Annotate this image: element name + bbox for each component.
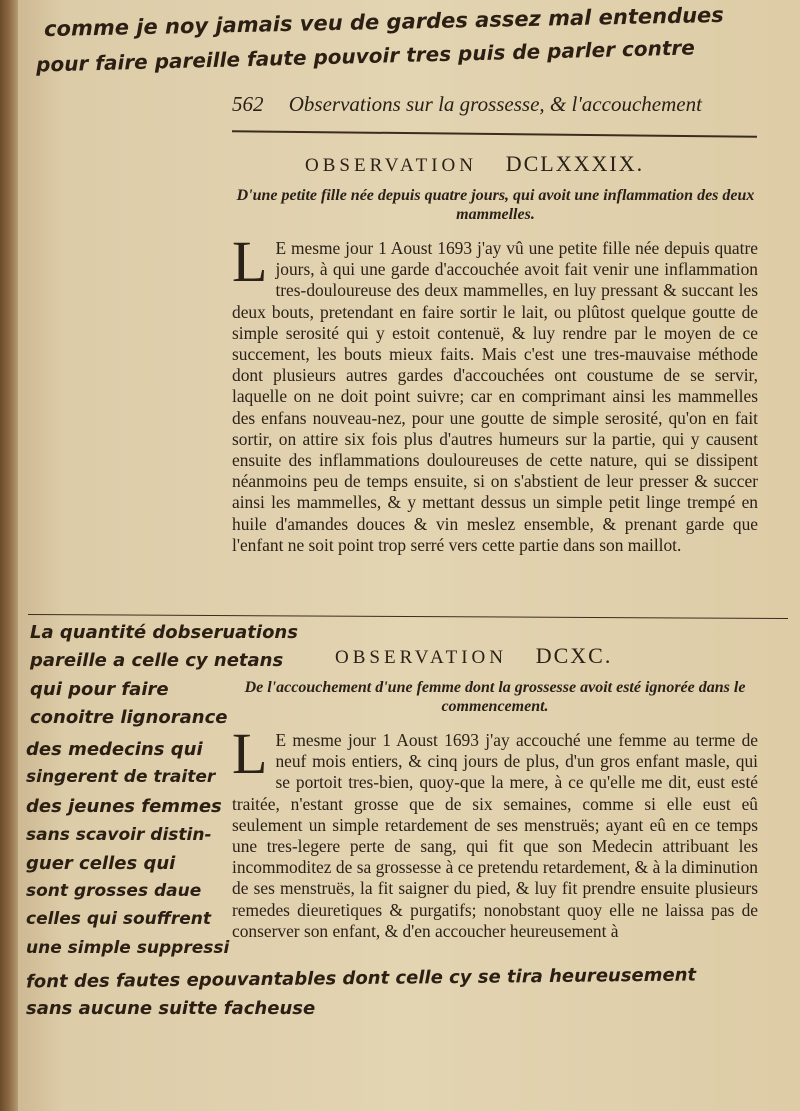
marginalia-left-line-2: pareille a celle cy netans: [30, 650, 284, 671]
observation-1-text: E mesme jour 1 Aoust 1693 j'ay vû une petite fille née depuis quatre jours, à qui une garde d'accouchée avoit fait venir une inflammation tres-douloureuse des deux mammelles, en luy pressant & succant les deux bouts, pretendant en faire sortir le lait, ou plûtost quelque goutte de simple serosité qui y estoit contenuë, & luy rendre par le moyen de ce succement, les bouts mieux faits. Mais c'est une tres-mauvaise méthode dont plusieurs autres gardes d'accouchées ont coustume de se servir, laquelle on ne doit point suivre; car en comprimant ainsi les mammelles des enfans nouveau-nez, pour une goutte de simple serosité, qu'on en fait sortir, on attire six fois plus d'autres humeurs sur la partie, qui y causent ensuite des inflammations douloureuses de cette nature, qui se dissipent néanmoins peu de temps ensuite, si on s'abstient de leur presser & succer ainsi les mammelles, & y mettant dessus un simple petit linge trempé en huile d'amandes douces & vin meslez ensemble, & prenant garde que l'enfant ne soit point trop serré vers cette partie dans son maillot.: [232, 238, 758, 555]
marginalia-left-line-6: singerent de traiter: [26, 767, 216, 787]
marginalia-left-line-11: celles qui souffrent: [26, 909, 212, 929]
observation-1-body: [232, 229, 758, 556]
marginalia-left-line-9: guer celles qui: [26, 853, 176, 874]
running-title: Observations sur la grossesse, & l'accouchement: [288, 92, 702, 116]
observation-2-number: DCXC.: [535, 643, 613, 668]
marginalia-top-line-2: pour faire pareille faute pouvoir tres puis de parler contre: [35, 35, 696, 77]
observation-1-subtitle: D'une petite fille née depuis quatre jours, qui avoit une inflammation des deux mammelles.: [236, 187, 755, 223]
marginalia-top-line-1: comme je noy jamais veu de gardes assez mal entendues: [43, 2, 725, 42]
marginalia-left-line-5: des medecins qui: [26, 739, 203, 760]
observation-2-text: E mesme jour 1 Aoust 1693 j'ay accouché une femme au terme de neuf mois entiers, & cinq jours de plus, d'un gros enfant masle, qui se portoit tres-bien, quoy-que la mere, à ce qu'elle me dit, eust esté traitée, n'estant grosse que de six semaines, comme si elle eust eû seulement un simple retardement de ses menstruës; ayant eû en ce temps une tres-legere perte de sang, qui fit que son Medecin attribuant les incommoditez de sa grossesse à ce pretendu retardement, & à la diminution de ses menstruës, la fit saigner du pied, & luy fit prendre ensuite plusieurs remedes dieuretiques & purgatifs; nonobstant quoy elle ne laissa pas de conserver son enfant, & d'en accoucher heureusement à: [232, 730, 758, 941]
observation-1-dropcap: L: [232, 229, 268, 294]
marginalia-left-line-13: font des fautes epouvantables dont celle cy se tira heureusement: [25, 964, 697, 993]
marginalia-left-line-8: sans scavoir distin-: [26, 825, 212, 845]
marginalia-left-line-3: qui pour faire: [30, 679, 169, 700]
marginalia-left-line-14: sans aucune suitte facheuse: [26, 998, 316, 1019]
marginalia-left-line-7: des jeunes femmes: [26, 796, 222, 817]
observation-2-label: OBSERVATION: [335, 647, 507, 668]
marginalia-left-line-10: sont grosses daue: [26, 881, 202, 901]
marginalia-left-line-4: conoitre lignorance: [30, 707, 228, 728]
observation-2-body: [232, 721, 758, 942]
page-number: 562: [232, 92, 264, 116]
observation-1-number: DCLXXXIX.: [505, 151, 645, 176]
observation-2-subtitle: De l'accouchement d'une femme dont la grossesse avoit esté ignorée dans le commencement.: [244, 679, 746, 715]
running-header: [232, 92, 792, 117]
book-gutter: [0, 0, 18, 1111]
observation-1-title: [305, 151, 644, 177]
observation-1-label: OBSERVATION: [305, 155, 477, 176]
observation-2-title: [335, 643, 612, 669]
marginalia-left-line-12: une simple suppressi: [26, 938, 230, 958]
marginalia-left-line-1: La quantité dobseruations: [30, 622, 298, 643]
observation-2-dropcap: L: [232, 721, 268, 786]
